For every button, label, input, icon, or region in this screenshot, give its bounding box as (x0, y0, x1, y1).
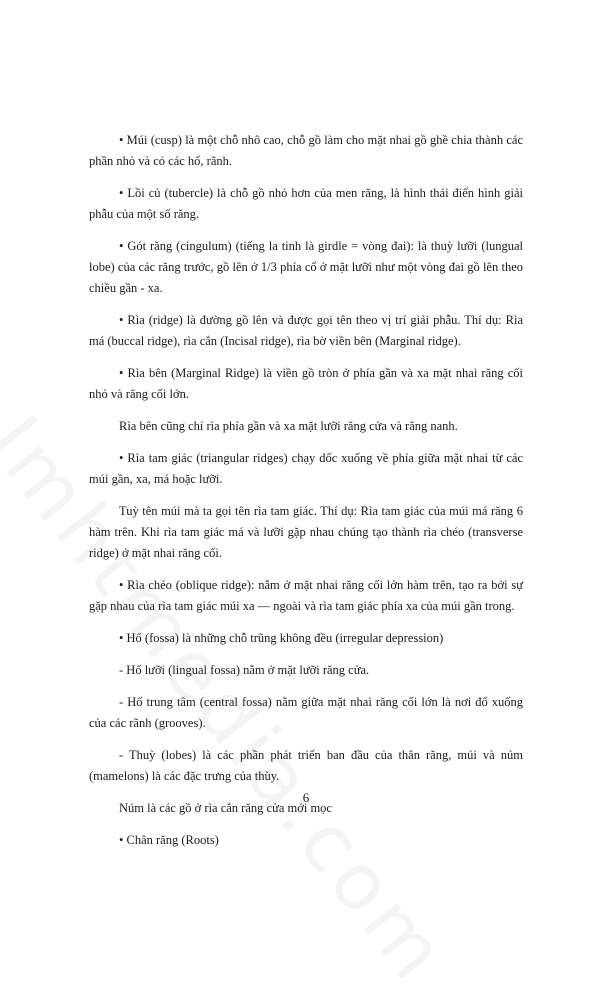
paragraph-lingual-fossa: - Hố lưỡi (lingual fossa) nằm ở mặt lưỡi răng cửa. (119, 663, 370, 677)
paragraph-triangular-ridge-example: Tuỳ tên múi mà ta gọi tên rìa tam giác. Thí dụ: Rìa tam giác của múi má răng 6 hàm trên. Khi rìa tam giác má và lưỡi gặp nhau chúng tạo thành rìa chéo (transverse ridge) ở mặt nhai răng cối. (89, 504, 523, 560)
paragraph-oblique-ridge: • Rìa chéo (oblique ridge): nằm ở mặt nhai răng cối lớn hàm trên, tạo ra bởi sự gặp nhau của rìa tam giác múi xa — ngoài và rìa tam giác phía xa của múi gần trong. (89, 578, 523, 613)
paragraph-triangular-ridges: • Rìa tam giác (triangular ridges) chạy dốc xuống về phía giữa mặt nhai từ các múi gần, xa, má hoặc lưỡi. (89, 451, 523, 486)
paragraph-marginal-ridge-note: Rìa bên cũng chỉ rìa phía gần và xa mặt lưỡi răng cửa và răng nanh. (119, 419, 458, 433)
page-body (89, 130, 523, 862)
paragraph-marginal-ridge: • Rìa bên (Marginal Ridge) là viền gồ tròn ở phía gần và xa mặt nhai răng cối nhỏ và răng cối lớn. (89, 366, 523, 401)
paragraph-lobes: - Thuỳ (lobes) là các phần phát triển ban đầu của thân răng, múi và núm (mamelons) là các đặc trưng của thùy. (89, 748, 523, 783)
paragraph-fossa: • Hố (fossa) là những chỗ trũng không đều (irregular depression) (119, 631, 444, 645)
paragraph-roots: • Chân răng (Roots) (119, 833, 219, 847)
paragraph-mamelons: Núm là các gồ ở rìa cắn răng cửa mới mọc (119, 801, 332, 815)
paragraph-cusp: • Múi (cusp) là một chỗ nhô cao, chỗ gồ làm cho mặt nhai gồ ghề chia thành các phần nhỏ và có các hố, rãnh. (89, 133, 523, 168)
paragraph-cingulum: • Gót răng (cingulum) (tiếng la tinh là girdle = vòng đai): là thuỳ lưỡi (lungual lobe) của các răng trước, gồ lên ở 1/3 phía cổ ở mặt lưỡi như một vòng đai gồ lên theo chiều gần - xa. (89, 239, 523, 295)
paragraph-ridge: • Rìa (ridge) là đường gồ lên và được gọi tên theo vị trí giải phẫu. Thí dụ: Rìa má (buccal ridge), rìa cắn (Incisal ridge), rìa bờ viền bên (Marginal ridge). (89, 313, 523, 348)
page-number: 6 (302, 790, 310, 805)
paragraph-central-fossa: - Hố trung tâm (central fossa) nằm giữa mặt nhai răng cối lớn là nơi đổ xuống của các rãnh (grooves). (89, 695, 523, 730)
paragraph-tubercle: • Lồi củ (tubercle) là chỗ gồ nhỏ hơn của men răng, là hình thái điển hình giải phẫu của một số răng. (89, 186, 523, 221)
